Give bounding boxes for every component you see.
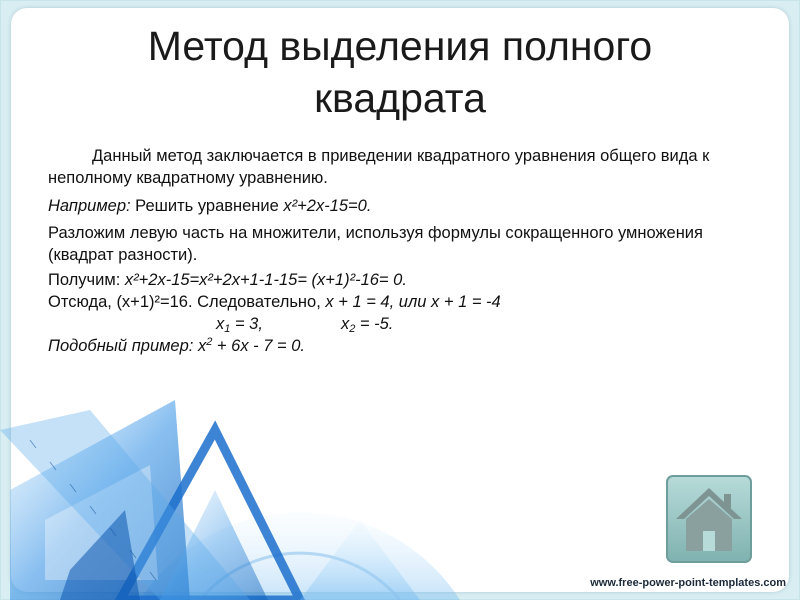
factor-paragraph: Разложим левую часть на множители, используя формулы сокращенного умножения (квадрат разности). [48, 224, 703, 264]
result-label: Получим: [48, 271, 125, 289]
hence-equation: x + 1 = 4, или x + 1 = -4 [325, 293, 501, 311]
slide-title [0, 20, 800, 124]
hence-text: Отсюда, (x+1)²=16. Следовательно, [48, 293, 326, 311]
root-1: $x_1 = 3$, [216, 315, 263, 335]
example-paragraph [48, 195, 768, 217]
result-line [48, 269, 768, 291]
intro-paragraph: Данный метод заключается в приведении квадратного уравнения общего вида к неполному квадратному уравнению. [48, 147, 710, 187]
example-label: Например: [48, 197, 131, 215]
roots-line [48, 313, 768, 335]
root-2: $x_2 = -5$. [340, 315, 394, 335]
example-equation: x²+2x-15=0. [283, 197, 372, 215]
title-line-1: Метод выделения полного [147, 23, 653, 69]
title-line-2: квадрата [314, 75, 486, 121]
footer-url: www.free-power-point-templates.com [590, 577, 786, 589]
example-text: Решить уравнение [130, 197, 284, 215]
home-button[interactable] [666, 475, 752, 563]
slide-body [48, 145, 768, 357]
result-equation: x²+2x-15=x²+2x+1-1-15= (x+1)²-16= 0. [124, 271, 407, 289]
geometry-tools-illustration [0, 370, 470, 600]
hence-line [48, 291, 768, 313]
similar-example-line: Подобный пример: $x^2 + 6x - 7 = 0$. [48, 336, 305, 355]
